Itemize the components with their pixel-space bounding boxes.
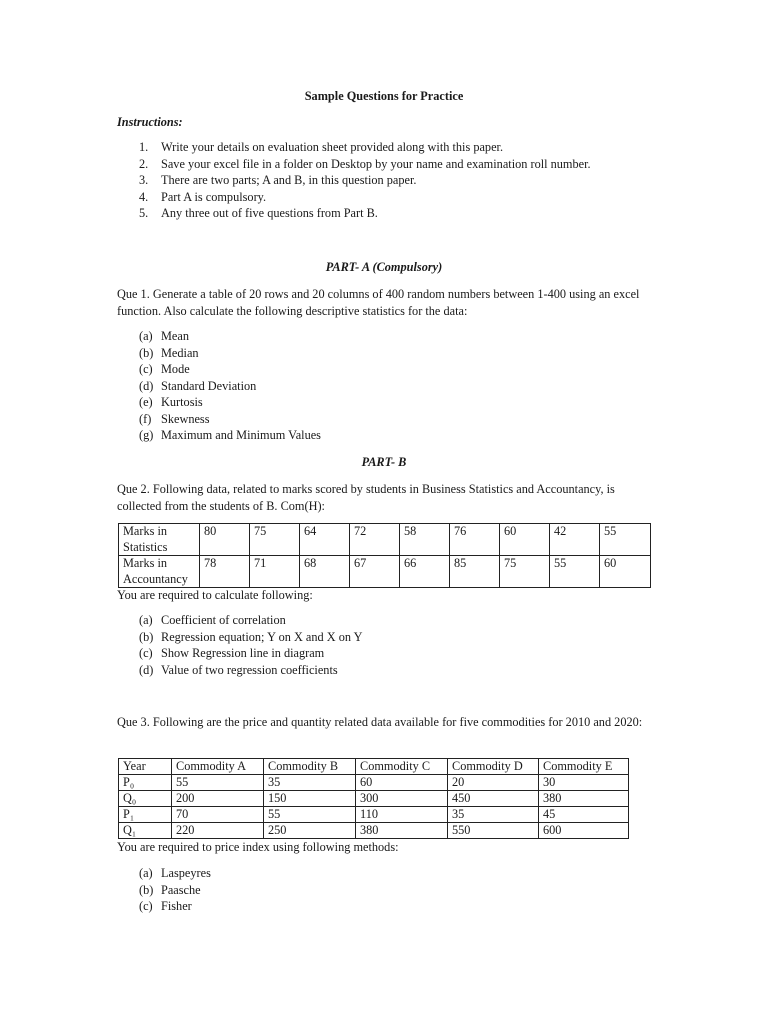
part-b-heading: PART- B <box>361 455 407 469</box>
list-item: (f) Skewness <box>139 411 210 426</box>
table-cell: 150 <box>264 791 356 807</box>
instructions-heading: Instructions: <box>117 115 183 129</box>
row-label: Marks in Accountancy <box>119 556 200 588</box>
table-cell: 75 <box>500 556 550 588</box>
table-cell: 30 <box>539 775 629 791</box>
table-cell: 68 <box>300 556 350 588</box>
list-item: (d) Standard Deviation <box>139 378 257 393</box>
question-3-text: Que 3. Following are the price and quantity related data available for five commodities for 2010 and 2020: <box>117 715 643 729</box>
column-header: Year <box>119 759 172 775</box>
table-cell: 250 <box>264 823 356 839</box>
table-cell: 66 <box>400 556 450 588</box>
table-cell: Q₁ <box>119 823 172 839</box>
table-row <box>119 791 629 807</box>
list-item: (b) Paasche <box>139 882 201 897</box>
table-cell: 80 <box>200 524 250 556</box>
commodity-table <box>118 758 629 839</box>
list-item: (c) Fisher <box>139 899 192 913</box>
table-row <box>119 556 651 588</box>
table-cell: 55 <box>550 556 600 588</box>
list-item: (e) Kurtosis <box>139 395 203 409</box>
table-cell: 60 <box>600 556 651 588</box>
table-cell: 450 <box>448 791 539 807</box>
question-1-text: Que 1. Generate a table of 20 rows and 20 columns of 400 random numbers between 1-400 using an excel function. Also calculate the following descriptive statistics for the data: <box>117 287 640 318</box>
table-cell: 60 <box>356 775 448 791</box>
column-header: Commodity B <box>264 759 356 775</box>
table-cell: 55 <box>600 524 651 556</box>
table-cell: 70 <box>172 807 264 823</box>
table-cell: 42 <box>550 524 600 556</box>
table-cell: 58 <box>400 524 450 556</box>
table-row <box>119 807 629 823</box>
question-2-text: Que 2. Following data, related to marks scored by students in Business Statistics and Accountancy, is collected from the students of B. Com(H): <box>117 482 615 513</box>
question-3-instruction: You are required to price index using following methods: <box>117 840 399 854</box>
table-header-row <box>119 759 629 775</box>
part-a-heading: PART- A (Compulsory) <box>325 260 443 274</box>
page-title: Sample Questions for Practice <box>304 89 464 103</box>
table-cell: 71 <box>250 556 300 588</box>
table-cell: 72 <box>350 524 400 556</box>
table-cell: P₁ <box>119 807 172 823</box>
question-1-items <box>139 328 321 444</box>
table-cell: 55 <box>264 807 356 823</box>
list-item: (d) Value of two regression coefficients <box>139 662 338 677</box>
list-item: (a) Mean <box>139 329 189 343</box>
table-cell: 78 <box>200 556 250 588</box>
list-item: (a) Coefficient of correlation <box>139 613 286 627</box>
table-cell: 380 <box>356 823 448 839</box>
list-item: (a) Laspeyres <box>139 866 211 880</box>
list-item: 1. Write your details on evaluation sheet provided along with this paper. <box>139 140 504 154</box>
table-cell: 35 <box>448 807 539 823</box>
list-item: (c) Show Regression line in diagram <box>139 646 325 660</box>
table-cell: 85 <box>450 556 500 588</box>
marks-table <box>118 523 651 588</box>
table-cell: 60 <box>500 524 550 556</box>
table-cell: 380 <box>539 791 629 807</box>
table-cell: 45 <box>539 807 629 823</box>
table-cell: 35 <box>264 775 356 791</box>
question-3-items <box>139 865 211 915</box>
list-item: 2. Save your excel file in a folder on Desktop by your name and examination roll number. <box>139 156 591 171</box>
table-row <box>119 823 629 839</box>
table-cell: 200 <box>172 791 264 807</box>
question-2-items <box>139 612 363 678</box>
table-row <box>119 775 629 791</box>
list-item: 3. There are two parts; A and B, in this question paper. <box>139 173 417 187</box>
table-cell: P₀ <box>119 775 172 791</box>
table-cell: 110 <box>356 807 448 823</box>
column-header: Commodity D <box>448 759 539 775</box>
column-header: Commodity A <box>172 759 264 775</box>
table-cell: 300 <box>356 791 448 807</box>
list-item: 5. Any three out of five questions from Part B. <box>139 206 378 220</box>
column-header: Commodity C <box>356 759 448 775</box>
table-cell: 550 <box>448 823 539 839</box>
table-cell: 55 <box>172 775 264 791</box>
table-cell: 75 <box>250 524 300 556</box>
list-item: 4. Part A is compulsory. <box>139 189 267 204</box>
list-item: (b) Regression equation; Y on X and X on Y <box>139 629 363 644</box>
table-cell: 220 <box>172 823 264 839</box>
list-item: (g) Maximum and Minimum Values <box>139 428 321 442</box>
list-item: (b) Median <box>139 345 199 360</box>
question-2-instruction: You are required to calculate following: <box>117 588 313 602</box>
table-row <box>119 524 651 556</box>
table-cell: 64 <box>300 524 350 556</box>
row-label: Marks in Statistics <box>119 524 200 556</box>
table-cell: 67 <box>350 556 400 588</box>
list-item: (c) Mode <box>139 362 190 376</box>
table-cell: 600 <box>539 823 629 839</box>
table-cell: Q₀ <box>119 791 172 807</box>
table-cell: 20 <box>448 775 539 791</box>
table-cell: 76 <box>450 524 500 556</box>
instructions-list <box>139 139 591 222</box>
column-header: Commodity E <box>539 759 629 775</box>
